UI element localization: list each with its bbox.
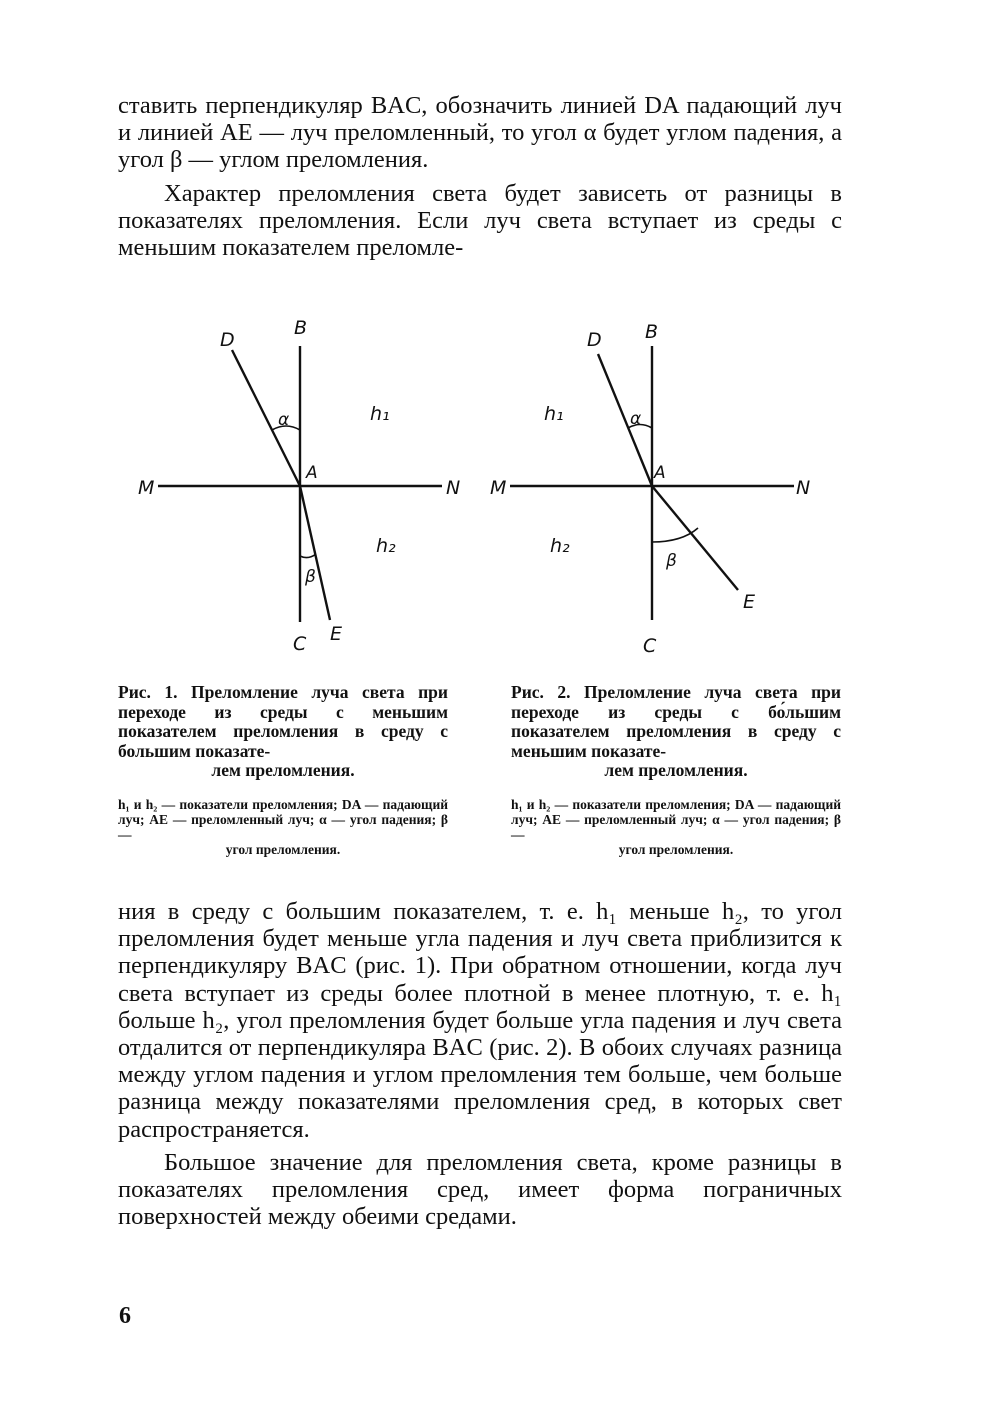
figure-1-caption-last: лем преломления. bbox=[211, 760, 355, 780]
figure-1-diagram bbox=[120, 310, 465, 660]
figure-1-legend-last: угол преломления. bbox=[225, 842, 341, 857]
page-number: 6 bbox=[119, 1303, 131, 1329]
intro-text bbox=[118, 92, 842, 261]
label-m: M bbox=[138, 477, 155, 499]
label-d: D bbox=[220, 329, 235, 351]
label-beta: β bbox=[666, 551, 677, 571]
figure-2-legend-text: h₁ и h₂ — показатели преломления; DA — падающий луч; AE — преломленный луч; α — угол падения; β — bbox=[511, 797, 841, 842]
intro-paragraph-2: Характер преломления света будет зависеть от разницы в показателях преломления. Если луч света вступает из среды с меньшим показателем преломле- bbox=[118, 179, 842, 262]
label-e: E bbox=[330, 623, 343, 645]
label-b: B bbox=[294, 317, 308, 339]
label-alpha: α bbox=[630, 409, 642, 429]
body-text bbox=[118, 898, 842, 1230]
figure-2-legend-last: угол преломления. bbox=[618, 842, 734, 857]
label-e: E bbox=[743, 591, 756, 613]
label-n: N bbox=[446, 477, 461, 499]
figure-1 bbox=[120, 310, 465, 660]
label-h2: h₂ bbox=[376, 535, 396, 557]
label-n: N bbox=[796, 477, 811, 499]
refracted-ray-ae bbox=[652, 486, 738, 590]
figure-2-caption bbox=[511, 683, 841, 781]
label-d: D bbox=[587, 329, 602, 351]
label-alpha: α bbox=[278, 410, 290, 430]
label-m: M bbox=[490, 477, 507, 499]
figure-1-caption bbox=[118, 683, 448, 781]
label-c: C bbox=[293, 633, 307, 655]
label-h2: h₂ bbox=[550, 535, 570, 557]
figure-1-legend bbox=[118, 797, 448, 857]
label-h1: h₁ bbox=[370, 403, 390, 425]
figure-2-diagram bbox=[486, 310, 846, 660]
label-a: A bbox=[306, 463, 318, 483]
figure-2-legend bbox=[511, 797, 841, 857]
incident-ray-da bbox=[598, 354, 652, 486]
figure-1-caption-text: Рис. 1. Преломление луча света при переходе из среды с меньшим показателем преломления в среду с большим показате- bbox=[118, 682, 448, 761]
label-beta: β bbox=[305, 567, 316, 587]
figure-1-legend-text: h₁ и h₂ — показатели преломления; DA — падающий луч; AE — преломленный луч; α — угол падения; β — bbox=[118, 797, 448, 842]
figure-2-caption-last: лем преломления. bbox=[604, 760, 748, 780]
label-a: A bbox=[654, 463, 666, 483]
incident-ray-da bbox=[232, 350, 300, 486]
label-b: B bbox=[645, 321, 659, 343]
beta-arc bbox=[300, 554, 316, 558]
intro-paragraph-1: ставить перпендикуляр BAC, обозначить линией DA падающий луч и линией AE — луч преломленный, то угол α будет углом падения, а угол β — углом преломления. bbox=[118, 92, 842, 174]
body-paragraph-2: Большое значение для преломления света, кроме разницы в показателях преломления сред, имеет форма пограничных поверхностей между обеими средами. bbox=[118, 1148, 842, 1231]
body-paragraph-1: ния в среду с большим показателем, т. е. h₁ меньше h₂, то угол преломления будет меньше угла падения и луч света приблизится к перпендикуляру BAC (рис. 1). При обратном отношении, когда луч света вступает из среды более плотной в менее плотную, т. е. h₁ больше h₂, угол преломления будет больше угла падения и луч света отдалится от перпендикуляра BAC (рис. 2). В обоих случаях разница между углом падения и углом преломления тем больше, чем больше разница между показателями преломления сред, в которых свет распространяется. bbox=[118, 898, 842, 1143]
label-h1: h₁ bbox=[544, 403, 564, 425]
refracted-ray-ae bbox=[300, 486, 330, 620]
label-c: C bbox=[643, 635, 657, 657]
figure-2-caption-text: Рис. 2. Преломление луча света при переходе из среды с бо́льшим показателем преломления в среду с меньшим показате- bbox=[511, 682, 841, 761]
figure-2 bbox=[486, 310, 846, 660]
